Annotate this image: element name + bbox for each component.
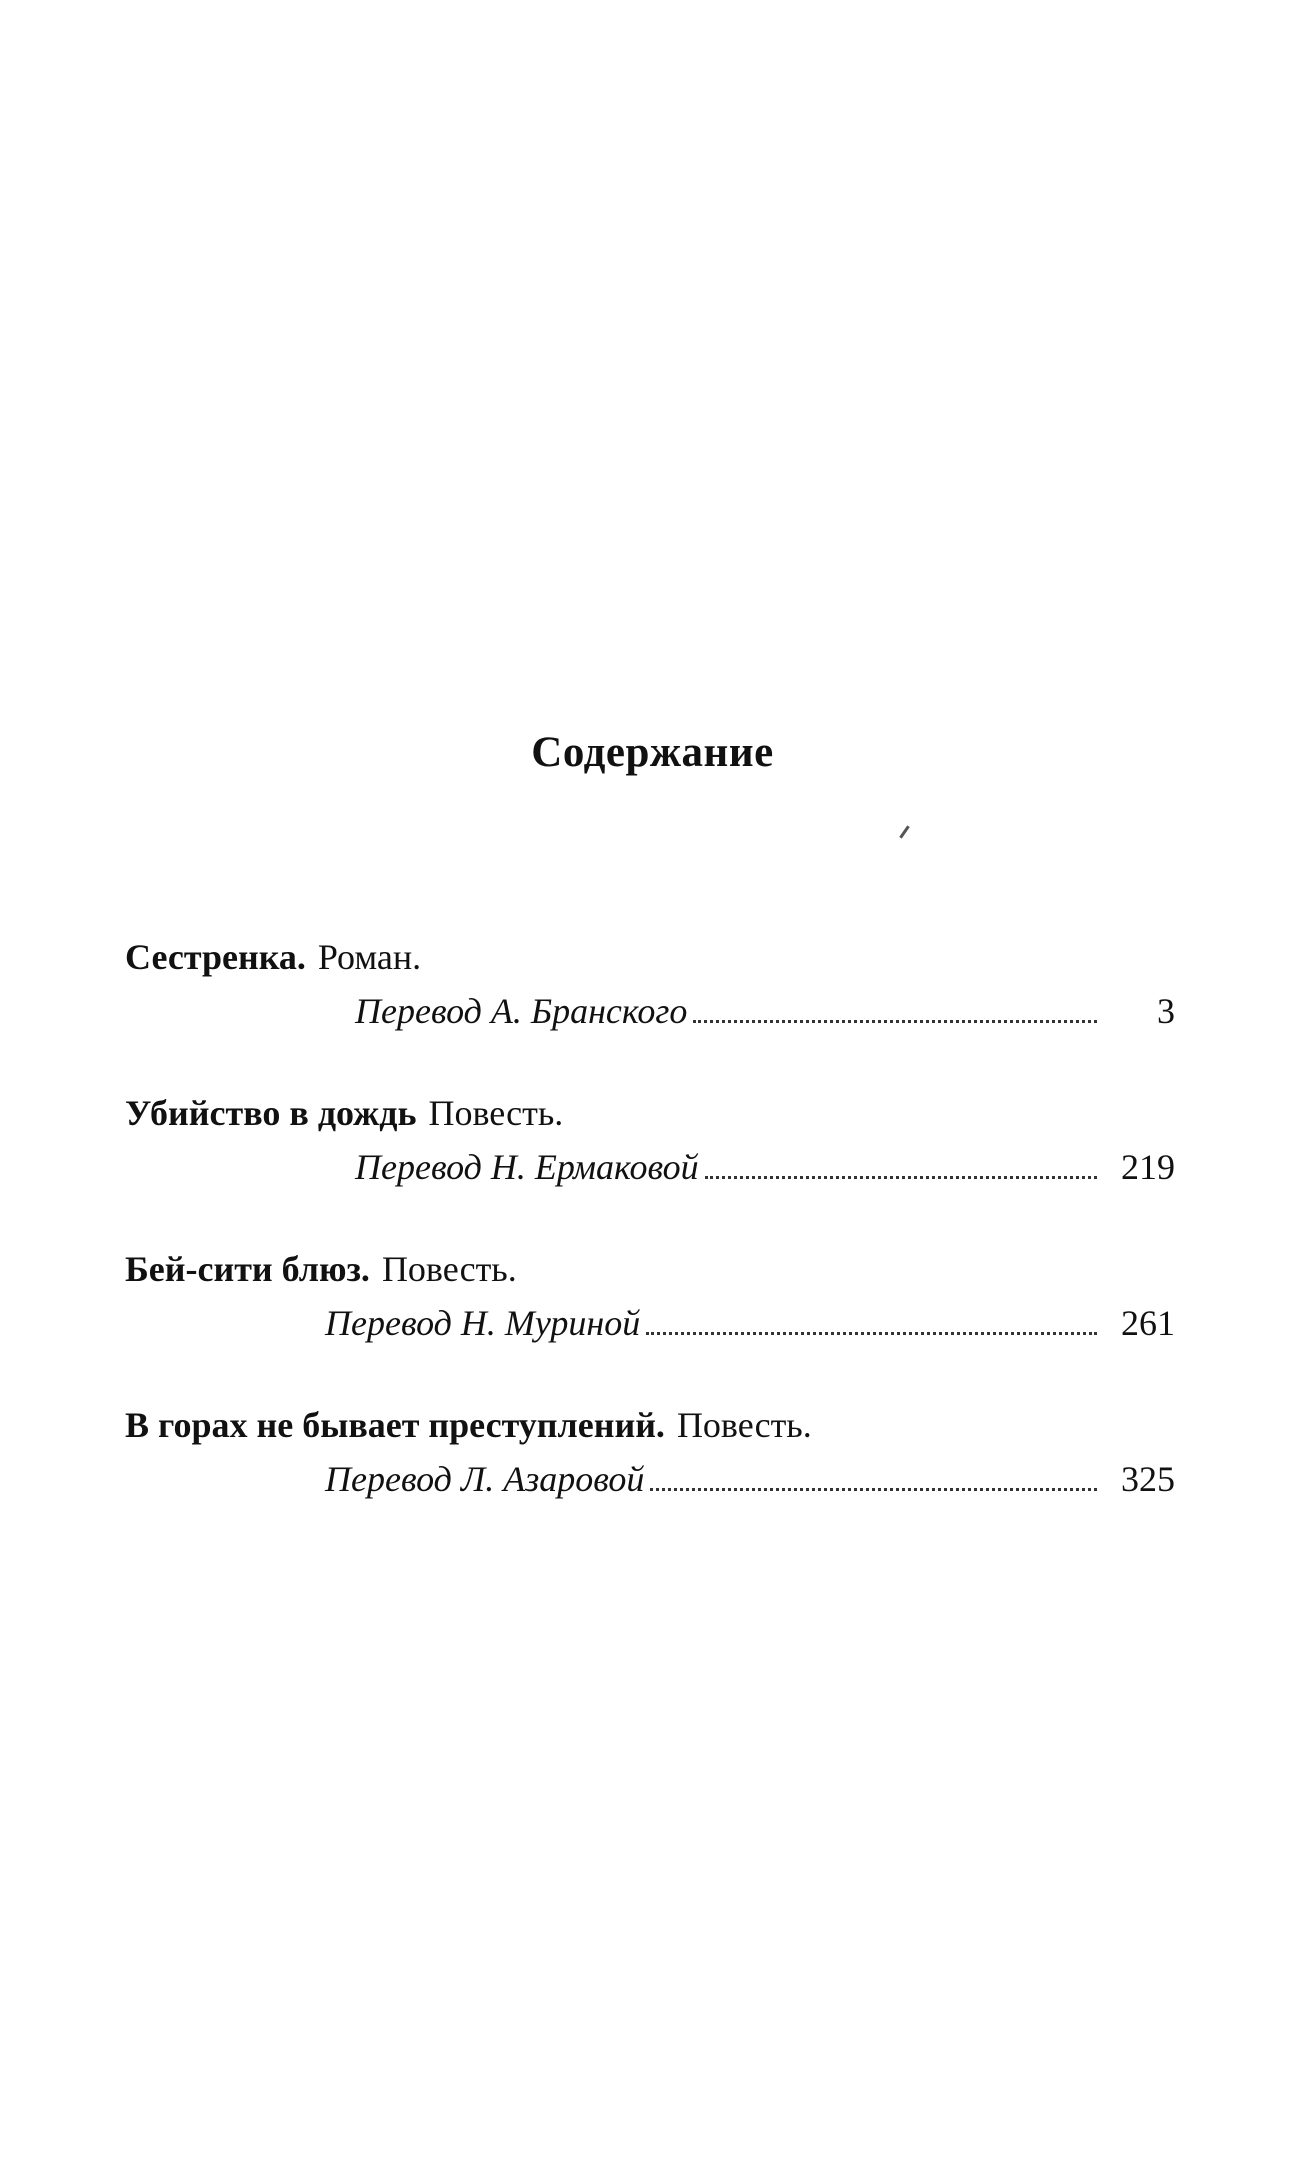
entry-heading (125, 1242, 1175, 1296)
page-title: Содержание (531, 729, 774, 776)
entry-heading (125, 1398, 1175, 1452)
translator-line (125, 1296, 1175, 1350)
toc-list (125, 930, 1175, 1554)
page-number: 3 (1157, 991, 1175, 1031)
entry-title: Убийство в дождь (125, 1093, 417, 1133)
translator-line (125, 984, 1175, 1038)
translator: Перевод Л. Азаровой (325, 1459, 645, 1499)
translator: Перевод Н. Муриной (325, 1303, 641, 1343)
translator: Перевод Н. Ермаковой (355, 1147, 699, 1187)
entry-genre: Повесть. (428, 1093, 564, 1133)
dot-leader (705, 1175, 1097, 1179)
entry-heading (125, 930, 1175, 984)
toc-entry (125, 1398, 1175, 1506)
toc-entry (125, 1242, 1175, 1350)
page-number: 219 (1121, 1147, 1175, 1187)
toc-entry (125, 1086, 1175, 1194)
dot-leader (646, 1331, 1097, 1335)
stray-mark (899, 825, 909, 838)
page-number: 261 (1121, 1303, 1175, 1343)
entry-genre: Роман. (317, 937, 422, 977)
dot-leader (650, 1487, 1097, 1491)
toc-entry (125, 930, 1175, 1038)
page-number: 325 (1121, 1459, 1175, 1499)
entry-heading (125, 1086, 1175, 1140)
entry-genre: Повесть. (676, 1405, 812, 1445)
entry-title: Сестренка. (125, 937, 306, 977)
dot-leader (693, 1019, 1097, 1023)
translator-line (125, 1140, 1175, 1194)
translator: Перевод А. Бранского (355, 991, 688, 1031)
entry-genre: Повесть. (381, 1249, 517, 1289)
entry-title: В горах не бывает преступлений. (125, 1405, 665, 1445)
translator-line (125, 1452, 1175, 1506)
entry-title: Бей-сити блюз. (125, 1249, 370, 1289)
